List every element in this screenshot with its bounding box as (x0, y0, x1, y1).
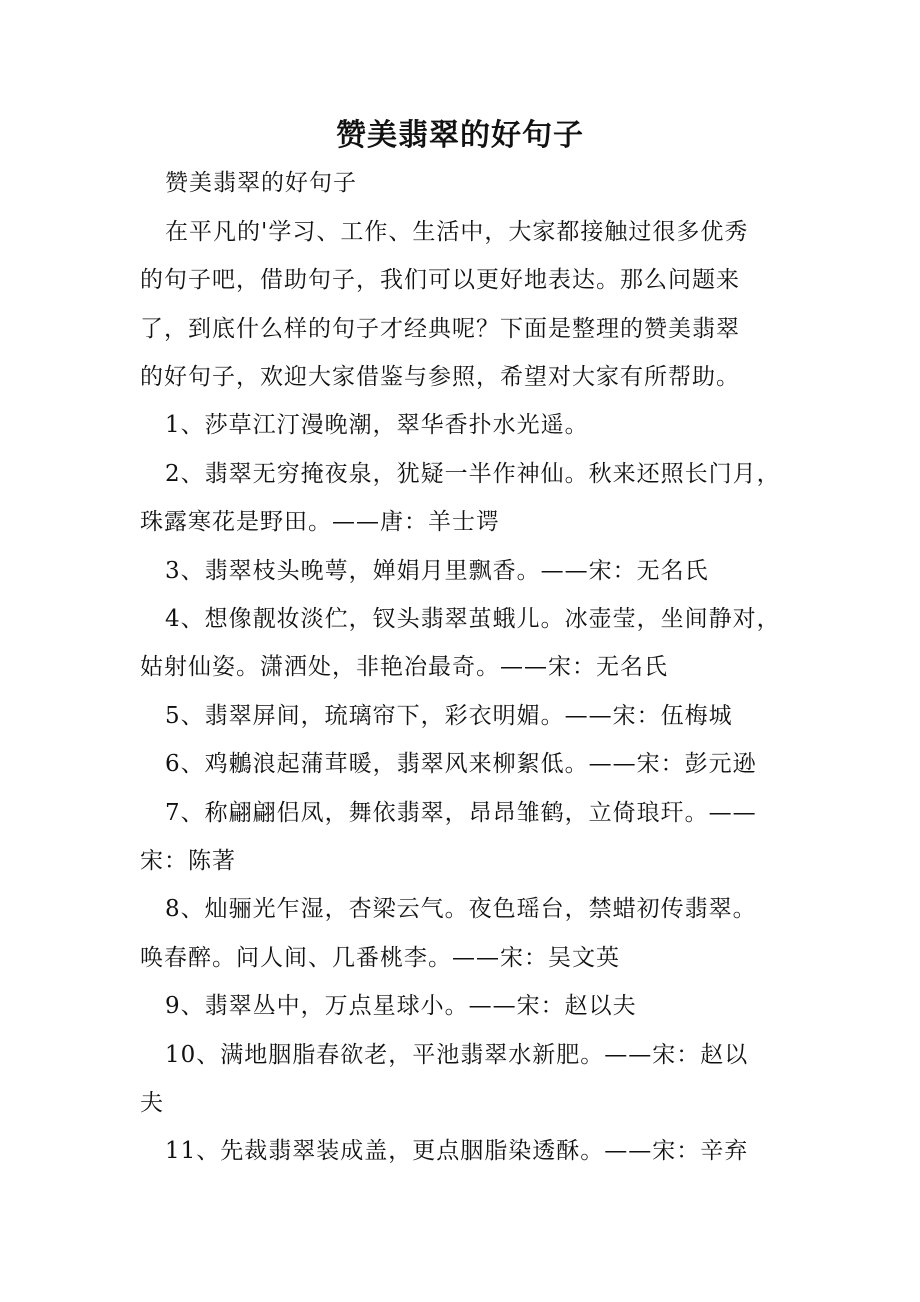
quote-2-line-1: 2、翡翠无穷掩夜泉，犹疑一半作神仙。秋来还照长门月， (165, 461, 781, 487)
quote-10-line-2: 夫 (140, 1090, 164, 1116)
quote-1-line-1: 1、莎草江汀漫晚潮，翠华香扑水光遥。 (165, 412, 589, 438)
quote-10-line-1: 10、满地胭脂春欲老，平池翡翠水新肥。——宋：赵以 (165, 1042, 749, 1068)
quote-11-line-1: 11、先裁翡翠装成盖，更点胭脂染透酥。——宋：辛弃 (165, 1138, 749, 1164)
quote-7-line-1: 7、称翩翩侣凤，舞依翡翠，昂昂雏鹤，立倚琅玕。—— (165, 800, 757, 826)
quote-8-line-2: 唤春醉。问人间、几番桃李。——宋：吴文英 (140, 945, 620, 971)
quote-3-line-1: 3、翡翠枝头晚萼，婵娟月里飘香。——宋：无名氏 (165, 558, 709, 584)
intro-line-3: 了，到底什么样的句子才经典呢？下面是整理的赞美翡翠 (140, 316, 740, 342)
subtitle-line: 赞美翡翠的好句子 (165, 170, 357, 196)
document-title: 赞美翡翠的好句子 (336, 118, 584, 153)
quote-4-line-1: 4、想像靓妆淡伫，钗头翡翠茧蛾儿。冰壶莹，坐间静对， (165, 606, 781, 632)
intro-line-2: 的句子吧，借助句子，我们可以更好地表达。那么问题来 (140, 267, 740, 293)
quote-8-line-1: 8、灿骊光乍湿，杏梁云气。夜色瑶台，禁蜡初传翡翠。 (165, 896, 757, 922)
quote-5-line-1: 5、翡翠屏间，琉璃帘下，彩衣明媚。——宋：伍梅城 (165, 703, 733, 729)
intro-line-1: 在平凡的'学习、工作、生活中，大家都接触过很多优秀 (165, 219, 749, 245)
quote-4-line-2: 姑射仙姿。潇洒处，非艳冶最奇。——宋：无名氏 (140, 654, 668, 680)
quote-7-line-2: 宋：陈著 (140, 848, 236, 874)
quote-6-line-1: 6、鸡鶒浪起蒲茸暖，翡翠风来柳絮低。——宋：彭元逊 (165, 751, 757, 777)
quote-9-line-1: 9、翡翠丛中，万点星球小。——宋：赵以夫 (165, 993, 637, 1019)
intro-line-4: 的好句子，欢迎大家借鉴与参照，希望对大家有所帮助。 (140, 364, 740, 390)
quote-2-line-2: 珠露寒花是野田。——唐：羊士谔 (140, 509, 500, 535)
